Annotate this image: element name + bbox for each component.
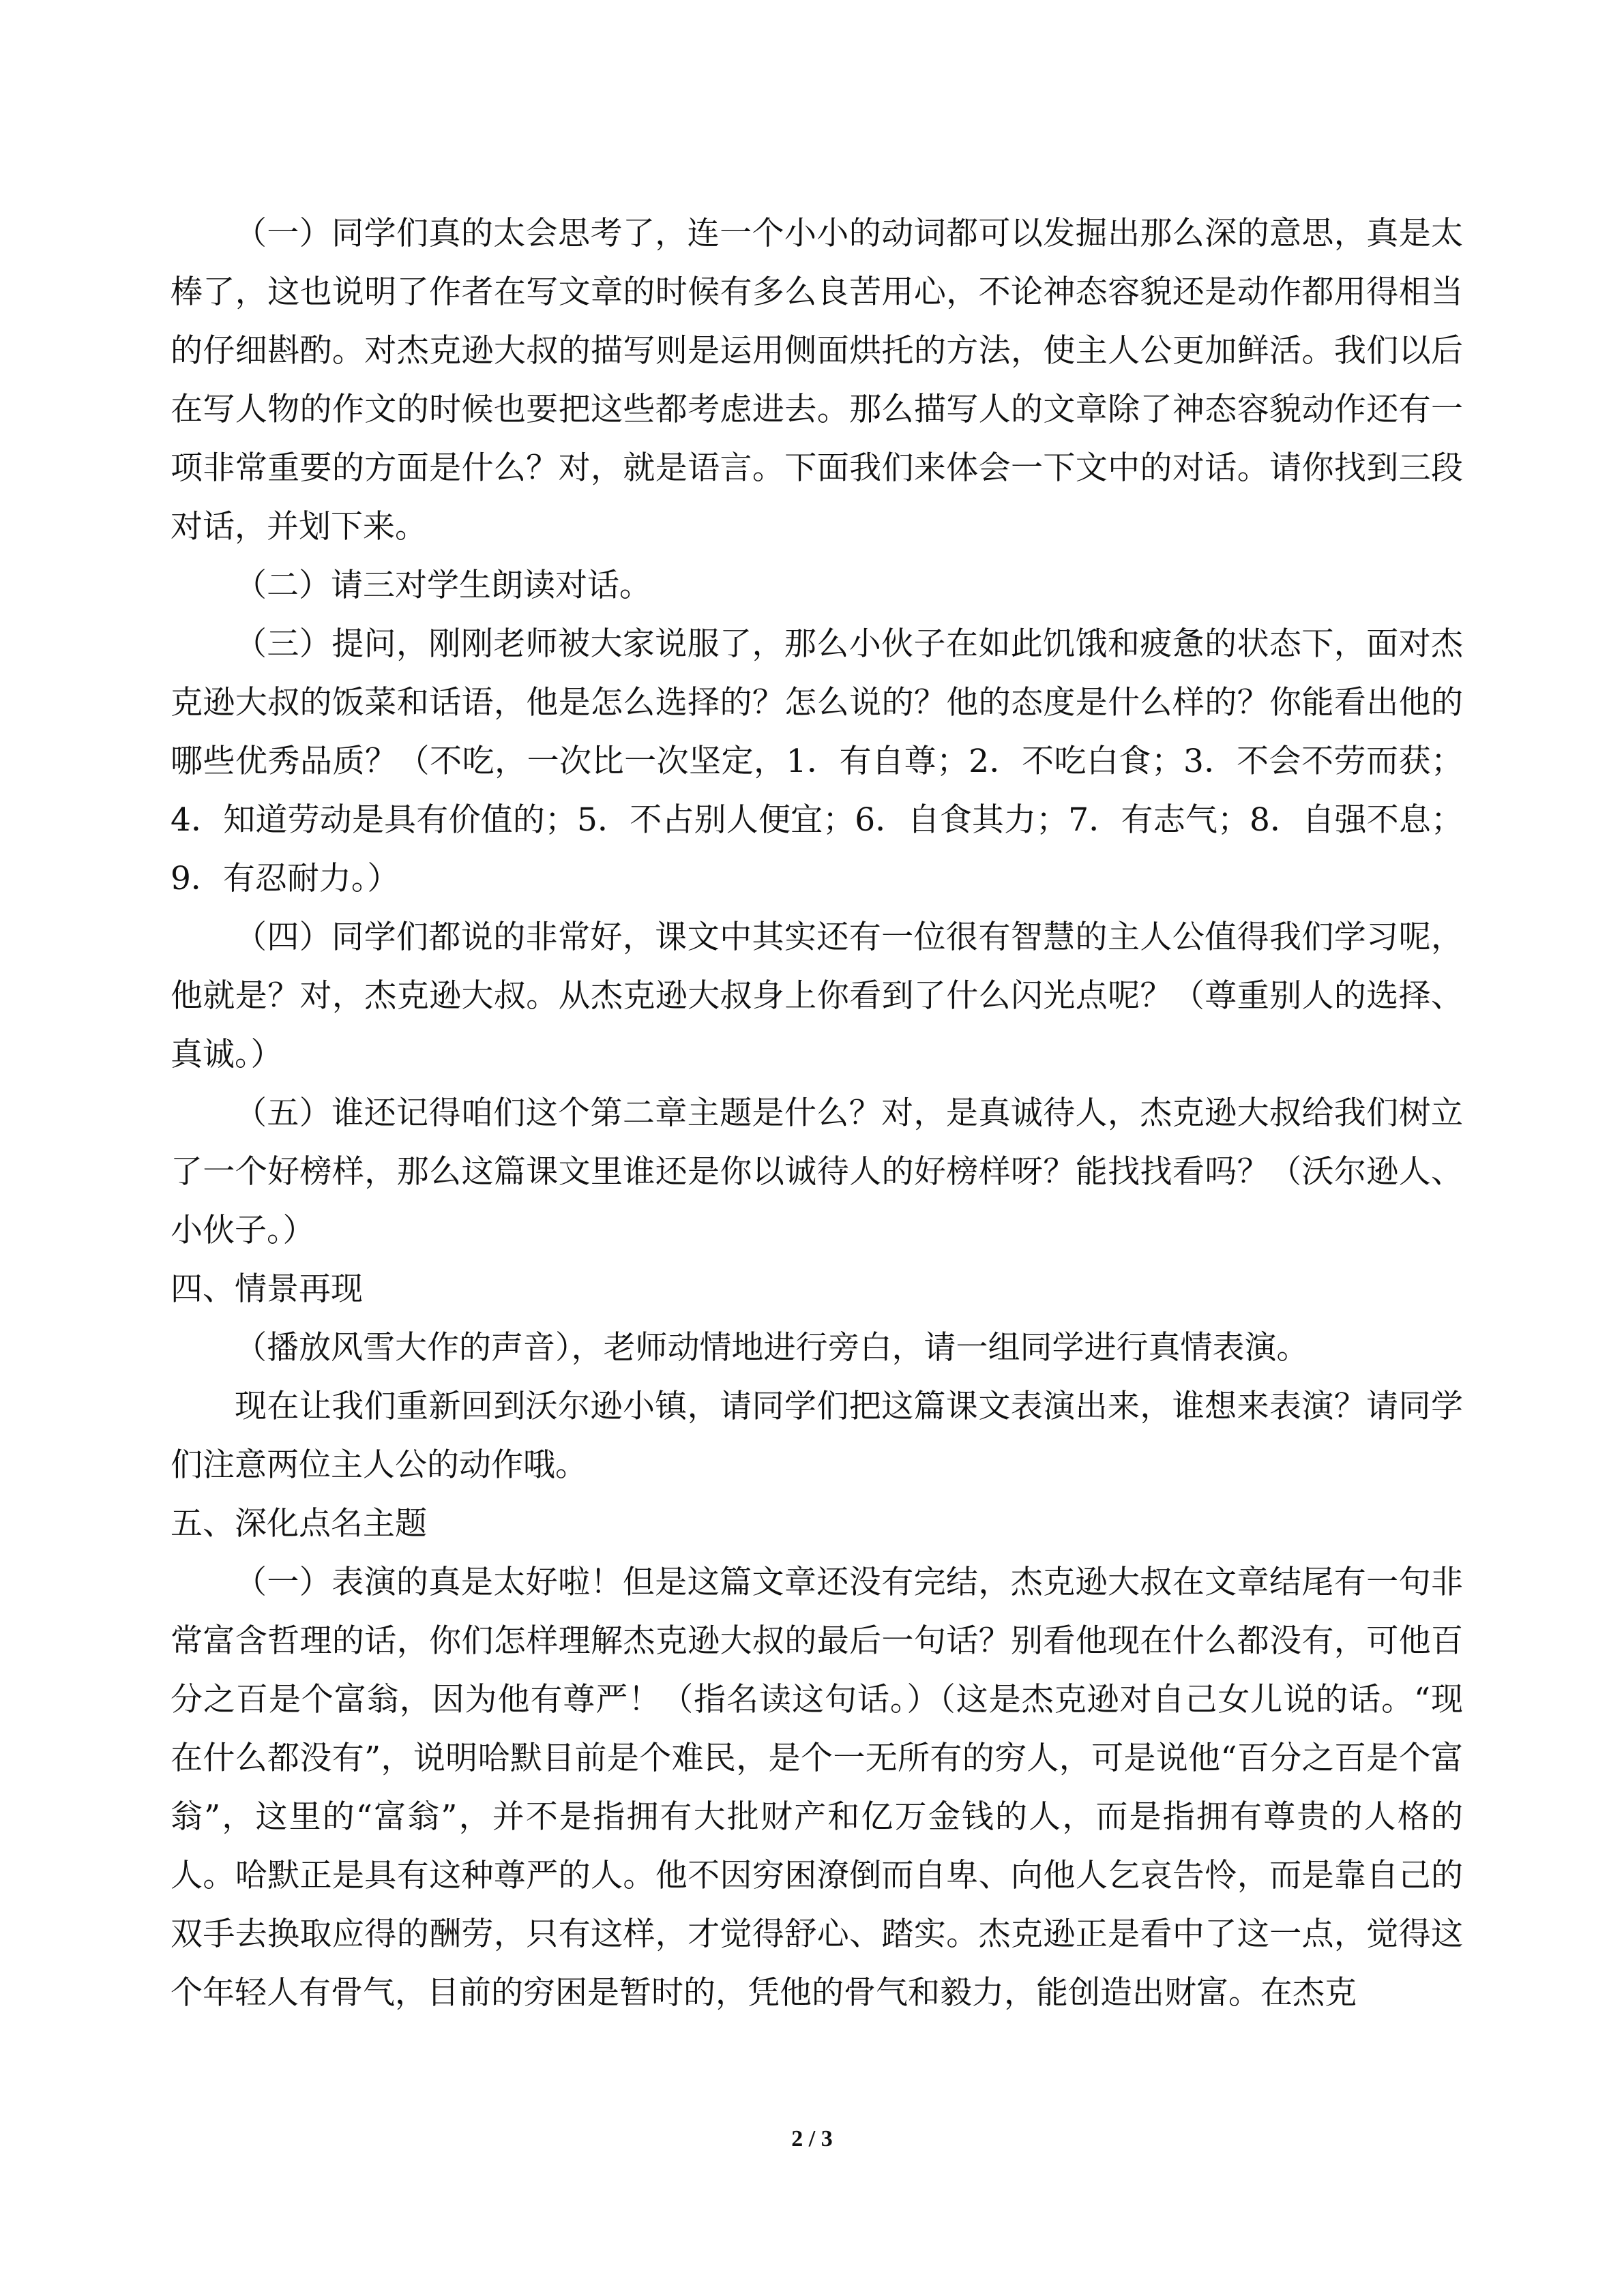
paragraph-4: （四）同学们都说的非常好，课文中其实还有一位很有智慧的主人公值得我们学习呢，他就是？对，杰克逊大叔。从杰克逊大叔身上你看到了什么闪光点呢？（尊重别人的选择、真诚。） (171, 919, 1463, 1073)
paragraph-8: （一）表演的真是太好啦！但是这篇文章还没有完结，杰克逊大叔在文章结尾有一句非常富含哲理的话，你们怎样理解杰克逊大叔的最后一句话？别看他现在什么都没有，可他百分之百是个富翁，因为他有尊严！（指名读这句话。）（这是杰克逊对自己女儿说的话。“现在什么都没有”，说明哈默目前是个难民，是个一无所有的穷人，可是说他“百分之百是个富翁”，这里的“富翁”，并不是指拥有大批财产和亿万金钱的人，而是指拥有尊贵的人格的人。哈默正是具有这种尊严的人。他不因穷困潦倒而自卑、向他人乞哀告怜，而是靠自己的双手去换取应得的酬劳，只有这样，才觉得舒心、踏实。杰克逊正是看中了这一点，觉得这个年轻人有骨气，目前的穷困是暂时的，凭他的骨气和毅力，能创造出财富。在杰克 (171, 1564, 1463, 2012)
paragraph-1: （一）同学们真的太会思考了，连一个小小的动词都可以发掘出那么深的意思，真是太棒了，这也说明了作者在写文章的时候有多么良苦用心，不论神态容貌还是动作都用得相当的仔细斟酌。对杰克逊大叔的描写则是运用侧面烘托的方法，使主人公更加鲜活。我们以后在写人物的作文的时候也要把这些都考虑进去。那么描写人的文章除了神态容貌动作还有一项非常重要的方面是什么？对，就是语言。下面我们来体会一下文中的对话。请你找到三段对话，并划下来。 (171, 215, 1463, 546)
document-body (171, 205, 1463, 2023)
paragraph-5: （五）谁还记得咱们这个第二章主题是什么？对，是真诚待人，杰克逊大叔给我们树立了一个好榜样，那么这篇课文里谁还是你以诚待人的好榜样呀？能找找看吗？（沃尔逊人、小伙子。） (171, 1094, 1463, 1249)
section-heading-4: 四、情景再现 (171, 1270, 363, 1308)
paragraph-2: （二）请三对学生朗读对话。 (235, 567, 651, 604)
page-number: 2 / 3 (791, 2126, 833, 2151)
paragraph-6: （播放风雪大作的声音），老师动情地进行旁白，请一组同学进行真情表演。 (235, 1329, 1309, 1367)
paragraph-3: （三）提问，刚刚老师被大家说服了，那么小伙子在如此饥饿和疲惫的状态下，面对杰克逊大叔的饭菜和话语，他是怎么选择的？怎么说的？他的态度是什么样的？你能看出他的哪些优秀品质？（不吃，一次比一次坚定，1．有自尊；2．不吃白食；3．不会不劳而获；4．知道劳动是具有价值的；5．不占别人便宜；6．自食其力；7．有志气；8．自强不息；9．有忍耐力。） (171, 625, 1463, 897)
paragraph-7: 现在让我们重新回到沃尔逊小镇，请同学们把这篇课文表演出来，谁想来表演？请同学们注意两位主人公的动作哦。 (171, 1388, 1463, 1484)
section-heading-5: 五、深化点名主题 (171, 1505, 427, 1542)
